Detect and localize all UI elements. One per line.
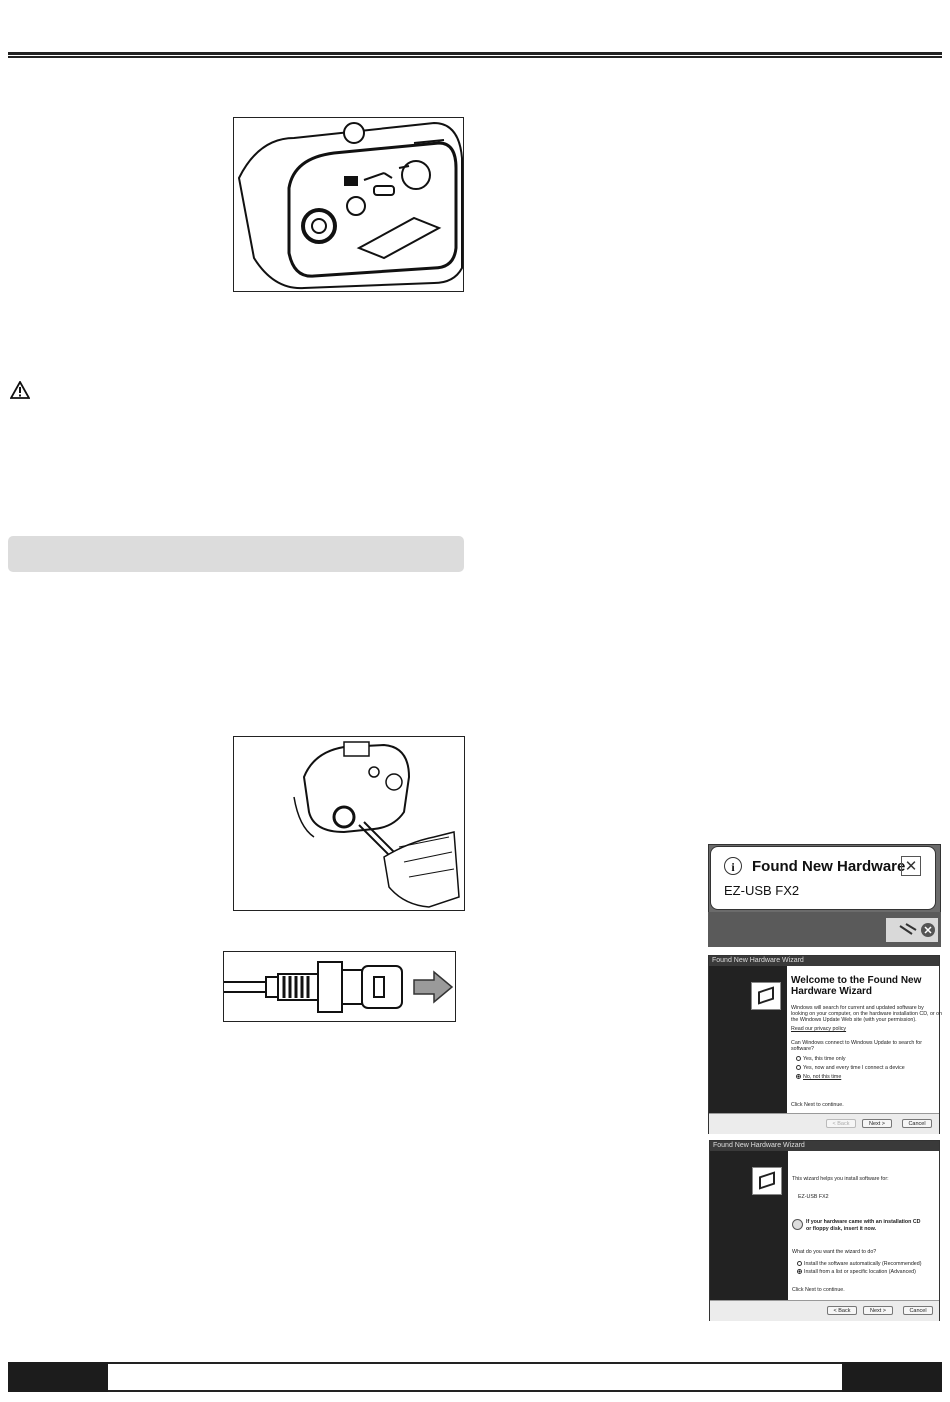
radio-selected-icon (797, 1269, 802, 1274)
cancel-button[interactable]: Cancel (902, 1119, 932, 1128)
back-button[interactable]: < Back (827, 1306, 857, 1315)
wizard-window-welcome (708, 955, 943, 1134)
wizard-heading-2: Hardware Wizard (791, 986, 873, 997)
arrow-right-icon (414, 972, 452, 1002)
back-button[interactable]: < Back (826, 1119, 856, 1128)
radio-icon (797, 1261, 802, 1266)
wizard-side-panel (710, 1151, 788, 1302)
header-rule (8, 52, 942, 58)
wizard-intro: This wizard helps you install software for: (792, 1176, 889, 1182)
camera-ports-illustration (234, 118, 464, 292)
camera-ports-figure (233, 117, 464, 292)
wizard-intro-1: Windows will search for current and updated software by (791, 1005, 924, 1011)
connector-pull-figure (223, 951, 456, 1022)
cd-icon (792, 1219, 803, 1230)
wizard-intro-3: the Windows Update Web site (with your permission). (791, 1017, 917, 1023)
connector-pull-illustration (224, 952, 456, 1022)
wizard-intro-2: looking on your computer, on the hardware installation CD, or on (791, 1011, 943, 1017)
radio-option-1[interactable]: Install the software automatically (Recommended) (797, 1261, 921, 1268)
wizard-window-install (709, 1140, 940, 1321)
wizard-heading-1: Welcome to the Found New (791, 975, 922, 986)
cancel-button[interactable]: Cancel (903, 1306, 933, 1315)
wizard-device-name: EZ-USB FX2 (798, 1194, 829, 1200)
wizard-question-2: software? (791, 1046, 814, 1052)
privacy-policy-link[interactable]: Read our privacy policy (791, 1026, 847, 1032)
balloon-title: Found New Hardware (752, 858, 906, 875)
window-title: Found New Hardware Wizard (710, 1141, 939, 1151)
tray-icons (886, 918, 938, 942)
warning-icon (10, 381, 30, 399)
radio-option-2[interactable]: Yes, now and every time I connect a device (796, 1065, 905, 1072)
radio-selected-icon (796, 1074, 801, 1079)
hardware-wizard-icon (751, 982, 781, 1010)
wizard-cd-line-2: or floppy disk, insert it now. (806, 1226, 877, 1232)
info-icon: i (724, 857, 742, 875)
window-title: Found New Hardware Wizard (709, 956, 939, 966)
wizard-question: What do you want the wizard to do? (792, 1249, 877, 1255)
wizard-continue-text: Click Next to continue. (791, 1102, 844, 1108)
cable-connection-figure (233, 736, 465, 911)
radio-option-3[interactable]: No, not this time (796, 1074, 841, 1081)
radio-icon (796, 1056, 801, 1061)
radio-option-2[interactable]: Install from a list or specific location (Advanced) (797, 1269, 916, 1276)
wizard-footer (710, 1300, 939, 1321)
footer-right-block (842, 1362, 942, 1392)
footer-left-block (8, 1362, 108, 1392)
hardware-wizard-icon (752, 1167, 782, 1195)
balloon-device-name: EZ-USB FX2 (724, 883, 800, 898)
wizard-question-1: Can Windows connect to Windows Update to search for (791, 1040, 923, 1046)
footer-rule (8, 1362, 942, 1392)
wizard-footer (709, 1113, 939, 1134)
wizard-continue-text: Click Next to continue. (792, 1287, 845, 1293)
radio-icon (796, 1065, 801, 1070)
close-icon[interactable]: ✕ (901, 856, 921, 876)
section-heading-bar (8, 536, 464, 572)
wizard-side-panel (709, 966, 787, 1115)
radio-option-1[interactable]: Yes, this time only (796, 1056, 846, 1063)
wizard-cd-line-1: If your hardware came with an installation CD (806, 1219, 921, 1225)
next-button[interactable]: Next > (862, 1119, 892, 1128)
cable-connection-illustration (234, 737, 465, 911)
next-button[interactable]: Next > (863, 1306, 893, 1315)
